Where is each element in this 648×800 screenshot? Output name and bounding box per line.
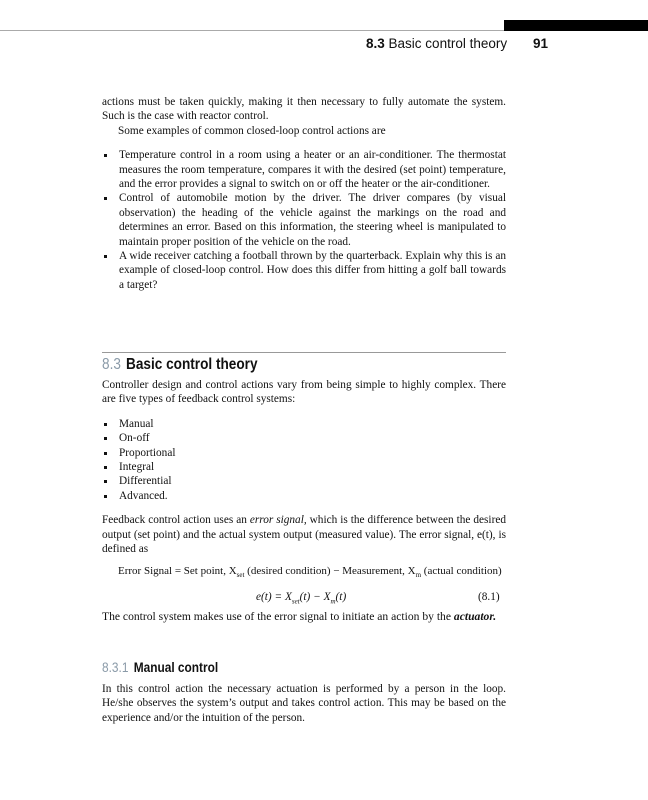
header-bar bbox=[504, 20, 648, 31]
page-number: 91 bbox=[533, 36, 549, 51]
list-item: Control of automobile motion by the driver. The driver compares (by visual observation) the heading of the vehicle against the markings on the road and determines an error. Based on this information, the steering wheel is manipulated to maintain proper position of the vehicle on the road. bbox=[102, 191, 506, 249]
list-item: On-off bbox=[102, 431, 506, 445]
list-item: Advanced. bbox=[102, 489, 506, 503]
section-body: Controller design and control actions vary from being simple to highly complex. There are five types of feedback control systems: Manual On-off Proportional Integral Differential Advanced. Feedback control action uses an error signal, which is the difference between the desired output (set point) and the actual system output (measured value). The error signal, e(t), is defined as bbox=[102, 379, 506, 556]
intro-text: actions must be taken quickly, making it then necessary to fully automate the system. Such is the case with reactor control. Some examples of common closed-loop control actions are Temperature control in a room using a heater or an air-conditioner. The thermostat measures the room temperature, compares it with the desired (set point) temperature, and the error provides a signal to switch on or off the heater or the air-conditioner. Control of automobile motion by the driver. The driver compares (by visual observation) the heading of the vehicle against the markings on the road and determines an error. Based on this information, the steering wheel is manipulated to maintain proper position of the vehicle on the road. A wide receiver catching a football thrown by the quarterback. Explain why this is an example of closed-loop control. How does this differ from hitting a golf ball towards a target? bbox=[102, 96, 506, 291]
error-signal-definition: Error Signal = Set point, $X_{set}$ (desired condition) − Measurement, $X_m$ (actual condition) bbox=[118, 565, 502, 580]
control-types-list bbox=[102, 417, 506, 503]
section-heading: 8.3 Basic control theory bbox=[102, 356, 258, 373]
list-item: Temperature control in a room using a heater or an air-conditioner. The thermostat measures the room temperature, compares it with the desired (set point) temperature, and the error provides a signal to switch on or off the heater or the air-conditioner. bbox=[102, 148, 506, 191]
equation-label: (8.1) bbox=[478, 591, 500, 603]
list-item: A wide receiver catching a football thrown by the quarterback. Explain why this is an example of closed-loop control. How does this differ from hitting a golf ball towards a target? bbox=[102, 249, 506, 292]
actuator-sentence: The control system makes use of the error signal to initiate an action by the actuator. bbox=[102, 610, 497, 623]
running-header: 8.3 Basic control theory bbox=[366, 36, 508, 51]
list-item: Manual bbox=[102, 417, 506, 431]
examples-list bbox=[102, 148, 506, 292]
subsection-heading: 8.3.1 Manual control bbox=[102, 660, 219, 675]
list-item: Integral bbox=[102, 460, 506, 474]
subsection-body: In this control action the necessary actuation is performed by a person in the loop. He/she observes the system’s output and takes control action. This may be based on the experience and/or the intuition of the person. bbox=[102, 683, 506, 724]
equation-8-1: $e(t) = X_{set}(t) - X_m(t)$ bbox=[256, 591, 347, 606]
section-rule bbox=[102, 352, 506, 353]
list-item: Differential bbox=[102, 474, 506, 488]
list-item: Proportional bbox=[102, 446, 506, 460]
